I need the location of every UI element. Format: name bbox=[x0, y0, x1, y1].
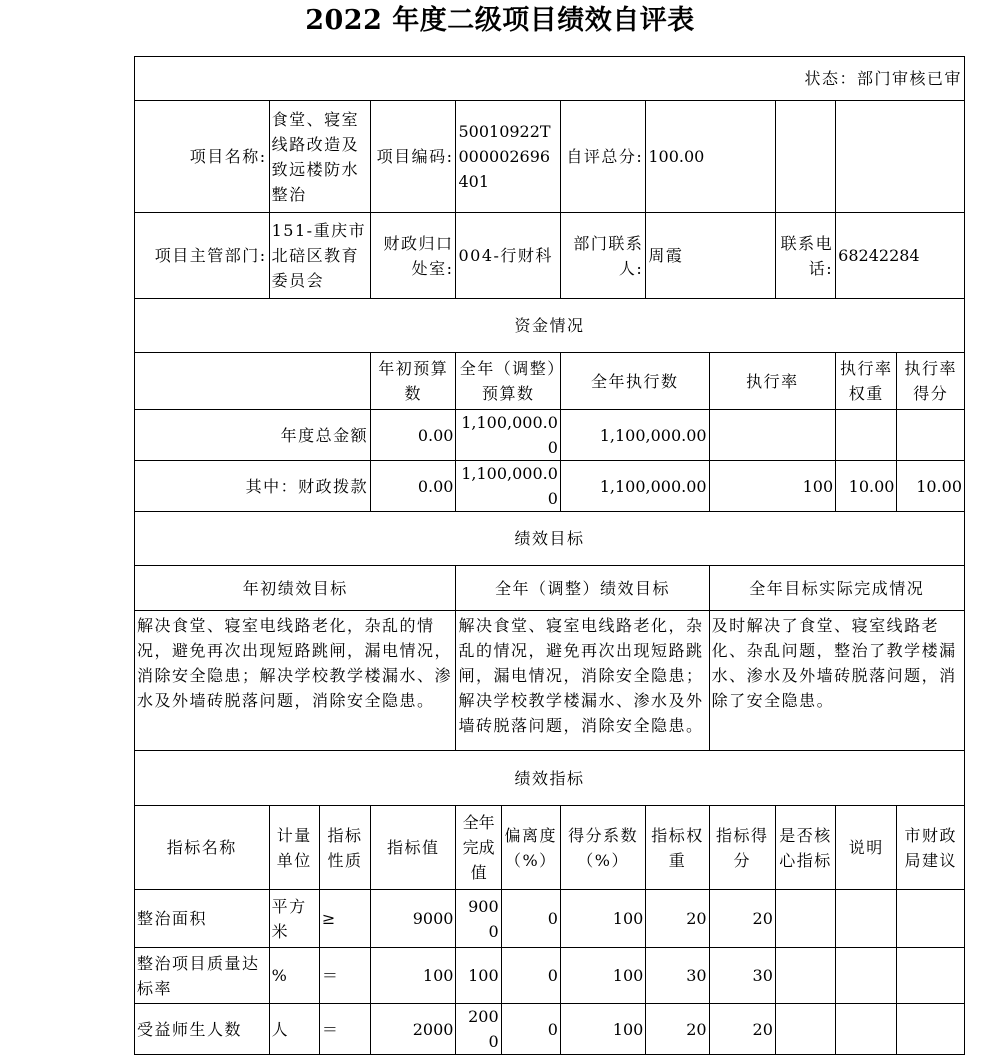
funds-header-score: 执行率得分 bbox=[897, 353, 965, 410]
goals-header-adjusted: 全年（调整）绩效目标 bbox=[456, 566, 709, 611]
ind-header-note: 说明 bbox=[836, 806, 897, 890]
dept-label: 项目主管部门: bbox=[135, 213, 270, 299]
ind-coef: 100 bbox=[560, 1004, 645, 1055]
ind-unit: 人 bbox=[269, 1004, 319, 1055]
funds-row-executed: 1,100,000.00 bbox=[560, 461, 709, 512]
funds-row-executed: 1,100,000.00 bbox=[560, 410, 709, 461]
self-score-label: 自评总分: bbox=[560, 101, 645, 213]
ind-note bbox=[836, 948, 897, 1004]
ind-header-core: 是否核心指标 bbox=[775, 806, 835, 890]
contact-label: 部门联系人: bbox=[560, 213, 645, 299]
ind-nature: ＝ bbox=[319, 1004, 370, 1055]
funds-row-adjusted: 1,100,000.00 bbox=[456, 461, 560, 512]
funds-header-row bbox=[135, 353, 965, 410]
ind-actual: 2000 bbox=[456, 1004, 501, 1055]
ind-weight: 30 bbox=[646, 948, 709, 1004]
funds-section-title: 资金情况 bbox=[135, 299, 965, 353]
ind-advice bbox=[897, 1004, 965, 1055]
table-row bbox=[135, 1004, 965, 1055]
ind-header-actual: 全年完成值 bbox=[456, 806, 501, 890]
table-row bbox=[135, 948, 965, 1004]
funds-header-budget: 年初预算数 bbox=[371, 353, 456, 410]
ind-header-target: 指标值 bbox=[371, 806, 456, 890]
ind-target: 9000 bbox=[371, 890, 456, 948]
funds-header-executed: 全年执行数 bbox=[560, 353, 709, 410]
ind-advice bbox=[897, 890, 965, 948]
page-title: 2022 年度二级项目绩效自评表 bbox=[305, 5, 695, 36]
funds-row-score bbox=[897, 410, 965, 461]
ind-coef: 100 bbox=[560, 948, 645, 1004]
ind-actual: 9000 bbox=[456, 890, 501, 948]
ind-deviation: 0 bbox=[501, 948, 560, 1004]
ind-weight: 20 bbox=[646, 1004, 709, 1055]
ind-header-weight: 指标权重 bbox=[646, 806, 709, 890]
project-code-label: 项目编码: bbox=[371, 101, 456, 213]
contact-value: 周霞 bbox=[646, 213, 776, 299]
goals-header-initial: 年初绩效目标 bbox=[135, 566, 456, 611]
goals-section-row bbox=[135, 512, 965, 566]
ind-core bbox=[775, 1004, 835, 1055]
ind-header-coef: 得分系数（%） bbox=[560, 806, 645, 890]
ind-header-score: 指标得分 bbox=[709, 806, 775, 890]
ind-score: 20 bbox=[709, 1004, 775, 1055]
ind-target: 2000 bbox=[371, 1004, 456, 1055]
self-score-value: 100.00 bbox=[646, 101, 776, 213]
phone-value: 68242284 bbox=[836, 213, 965, 299]
funds-row-total bbox=[135, 410, 965, 461]
ind-name: 受益师生人数 bbox=[135, 1004, 270, 1055]
project-row-1 bbox=[135, 101, 965, 213]
ind-advice bbox=[897, 948, 965, 1004]
project-name-label: 项目名称: bbox=[135, 101, 270, 213]
ind-nature: ＝ bbox=[319, 948, 370, 1004]
status-text: 状态：部门审核已审 bbox=[135, 57, 965, 101]
ind-header-advice: 市财政局建议 bbox=[897, 806, 965, 890]
funds-row-adjusted: 1,100,000.00 bbox=[456, 410, 560, 461]
funds-header-adjusted: 全年（调整）预算数 bbox=[456, 353, 560, 410]
ind-name: 整治项目质量达标率 bbox=[135, 948, 270, 1004]
ind-weight: 20 bbox=[646, 890, 709, 948]
funds-row-rate bbox=[709, 410, 836, 461]
funds-row-budget: 0.00 bbox=[371, 410, 456, 461]
funds-row-score: 10.00 bbox=[897, 461, 965, 512]
ind-note bbox=[836, 1004, 897, 1055]
goals-adjusted-text: 解决食堂、寝室电线路老化，杂乱的情况，避免再次出现短路跳闸，漏电情况，消除安全隐患；解决学校教学楼漏水、渗水及外墙砖脱落问题，消除安全隐患。 bbox=[456, 611, 709, 751]
goals-header-actual: 全年目标实际完成情况 bbox=[709, 566, 964, 611]
ind-deviation: 0 bbox=[501, 1004, 560, 1055]
indicators-section-title: 绩效指标 bbox=[135, 751, 965, 806]
dept-value: 151-重庆市北碚区教育委员会 bbox=[269, 213, 370, 299]
ind-header-unit: 计量单位 bbox=[269, 806, 319, 890]
funds-row-weight: 10.00 bbox=[836, 461, 897, 512]
funds-row-label: 其中：财政拨款 bbox=[135, 461, 371, 512]
ind-unit: % bbox=[269, 948, 319, 1004]
ind-name: 整治面积 bbox=[135, 890, 270, 948]
funds-header-weight: 执行率权重 bbox=[836, 353, 897, 410]
ind-unit: 平方米 bbox=[269, 890, 319, 948]
goals-header-row bbox=[135, 566, 965, 611]
funds-row-rate: 100 bbox=[709, 461, 836, 512]
project-row-2 bbox=[135, 213, 965, 299]
empty-cell bbox=[836, 101, 965, 213]
empty-cell bbox=[775, 101, 835, 213]
funds-section-row bbox=[135, 299, 965, 353]
ind-score: 30 bbox=[709, 948, 775, 1004]
ind-core bbox=[775, 948, 835, 1004]
ind-header-name: 指标名称 bbox=[135, 806, 270, 890]
ind-score: 20 bbox=[709, 890, 775, 948]
funds-row-label: 年度总金额 bbox=[135, 410, 371, 461]
ind-coef: 100 bbox=[560, 890, 645, 948]
project-name-value: 食堂、寝室线路改造及致远楼防水整治 bbox=[269, 101, 370, 213]
indicators-section-row bbox=[135, 751, 965, 806]
evaluation-form bbox=[134, 56, 965, 1055]
indicators-header-row bbox=[135, 806, 965, 890]
ind-target: 100 bbox=[371, 948, 456, 1004]
ind-header-deviation: 偏离度（%） bbox=[501, 806, 560, 890]
goals-content-row bbox=[135, 611, 965, 751]
project-code-value: 50010922T000002696401 bbox=[456, 101, 560, 213]
funds-header-rate: 执行率 bbox=[709, 353, 836, 410]
ind-nature: ≥ bbox=[319, 890, 370, 948]
ind-core bbox=[775, 890, 835, 948]
ind-actual: 100 bbox=[456, 948, 501, 1004]
goals-section-title: 绩效目标 bbox=[135, 512, 965, 566]
ind-header-nature: 指标性质 bbox=[319, 806, 370, 890]
funds-row-fiscal bbox=[135, 461, 965, 512]
finance-office-value: 004-行财科 bbox=[456, 213, 560, 299]
goals-initial-text: 解决食堂、寝室电线路老化，杂乱的情况，避免再次出现短路跳闸，漏电情况，消除安全隐患；解决学校教学楼漏水、渗水及外墙砖脱落问题，消除安全隐患。 bbox=[135, 611, 456, 751]
finance-office-label: 财政归口处室: bbox=[371, 213, 456, 299]
goals-actual-text: 及时解决了食堂、寝室线路老化、杂乱问题，整治了教学楼漏水、渗水及外墙砖脱落问题，消除了安全隐患。 bbox=[709, 611, 964, 751]
ind-deviation: 0 bbox=[501, 890, 560, 948]
funds-header-empty bbox=[135, 353, 371, 410]
funds-row-weight bbox=[836, 410, 897, 461]
table-row bbox=[135, 890, 965, 948]
funds-row-budget: 0.00 bbox=[371, 461, 456, 512]
ind-note bbox=[836, 890, 897, 948]
status-row bbox=[135, 57, 965, 101]
phone-label: 联系电话: bbox=[775, 213, 835, 299]
